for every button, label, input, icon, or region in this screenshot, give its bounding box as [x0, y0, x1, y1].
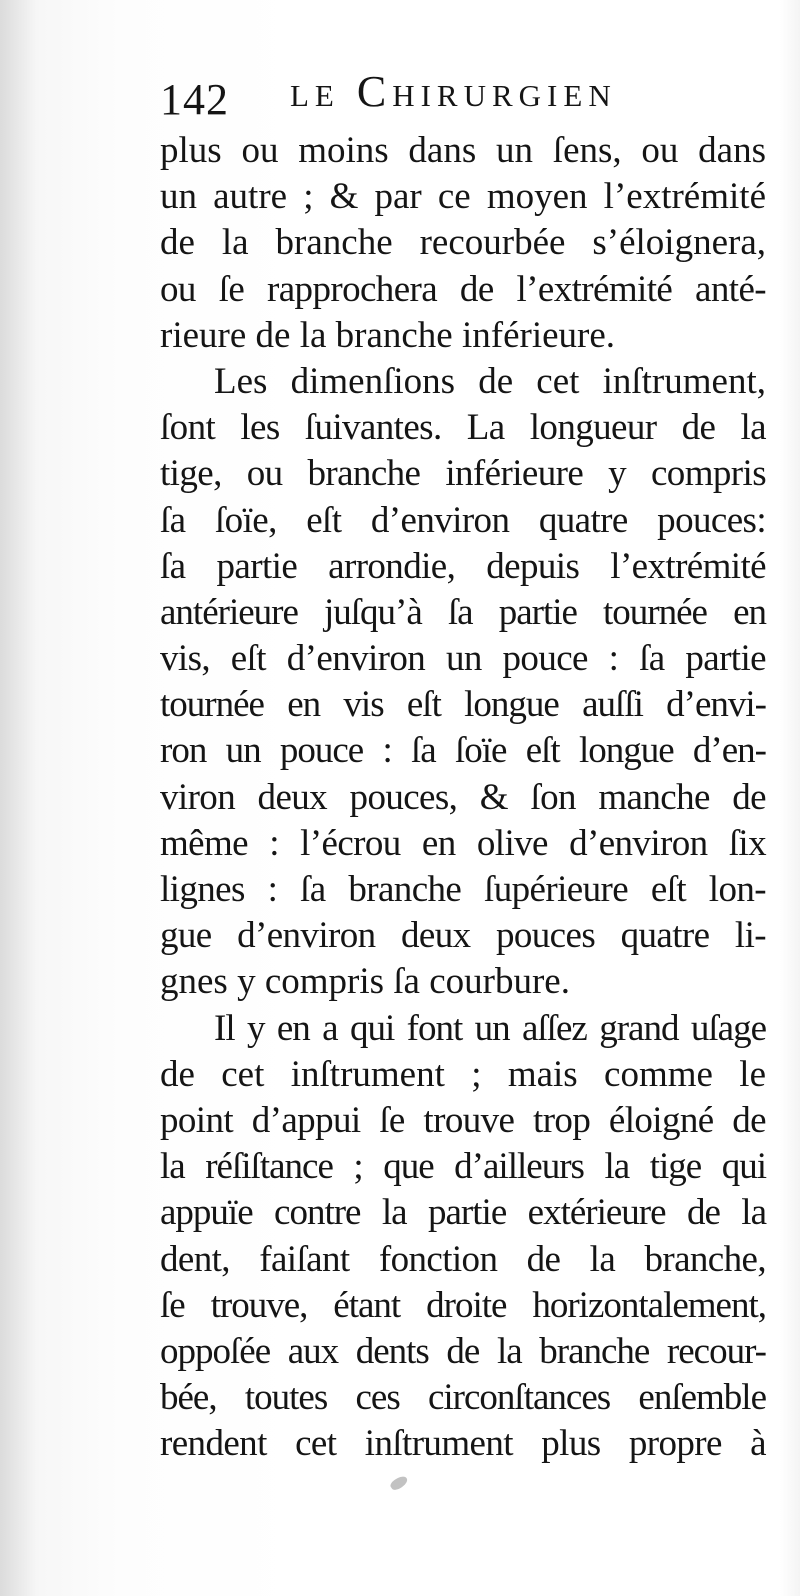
text-line: ſont les ſuivantes. La longueur de la: [160, 407, 766, 449]
text-line: ou ſe rapprochera de l’extrémité anté-: [160, 268, 766, 310]
text-line: antérieure juſqu’à ſa partie tournée en: [160, 591, 766, 633]
ink-speck: [389, 1474, 409, 1493]
text-line: ſa ſoïe, eſt d’environ quatre pouces:: [160, 499, 766, 541]
text-line: de cet inſtrument ; mais comme le: [160, 1053, 766, 1095]
text-line: appuïe contre la partie extérieure de la: [160, 1192, 766, 1234]
text-line: gue d’environ deux pouces quatre li-: [160, 915, 766, 957]
text-line: point d’appui ſe trouve trop éloigné de: [160, 1099, 766, 1141]
text-line: tournée en vis eſt longue auſſi d’envi-: [160, 684, 766, 726]
text-line: vis, eſt d’environ un pouce : ſa partie: [160, 638, 766, 680]
page-number: 142: [160, 75, 229, 124]
text-line: gnes y compris ſa courbure.: [160, 961, 570, 1003]
text-line: tige, ou branche inférieure y compris: [160, 453, 766, 495]
running-title: le Chirurgien: [290, 67, 617, 116]
text-line: rieure de la branche inférieure.: [160, 314, 616, 356]
page-header: [160, 64, 760, 134]
text-line: oppoſée aux dents de la branche recour-: [160, 1330, 766, 1372]
text-line: lignes : ſa branche ſupérieure eſt lon-: [160, 869, 766, 910]
text-line: Il y en a qui font un aſſez grand uſage: [214, 1007, 766, 1049]
text-line: viron deux pouces, & ſon manche de: [160, 776, 766, 818]
text-line: rendent cet inſtrument plus propre à: [160, 1423, 766, 1465]
text-line: ſe trouve, étant droite horizontalement,: [160, 1284, 766, 1326]
text-line: un autre ; & par ce moyen l’extrémité: [160, 176, 766, 218]
text-line: plus ou moins dans un ſens, ou dans: [160, 130, 766, 171]
body-text: [160, 128, 766, 1467]
text-line: ron un pouce : ſa ſoïe eſt longue d’en-: [160, 730, 766, 772]
text-line: Les dimenſions de cet inſtrument,: [214, 360, 766, 402]
text-line: ſa partie arrondie, depuis l’extrémité: [160, 545, 766, 587]
text-line: dent, faiſant fonction de la branche,: [160, 1238, 766, 1280]
text-line: la réſiſtance ; que d’ailleurs la tige qui: [160, 1146, 766, 1188]
text-line: même : l’écrou en olive d’environ ſix: [160, 822, 766, 864]
text-line: bée, toutes ces circonſtances enſemble: [160, 1377, 766, 1419]
text-line: de la branche recourbée s’éloignera,: [160, 222, 766, 264]
gutter-shadow: [0, 0, 36, 1596]
